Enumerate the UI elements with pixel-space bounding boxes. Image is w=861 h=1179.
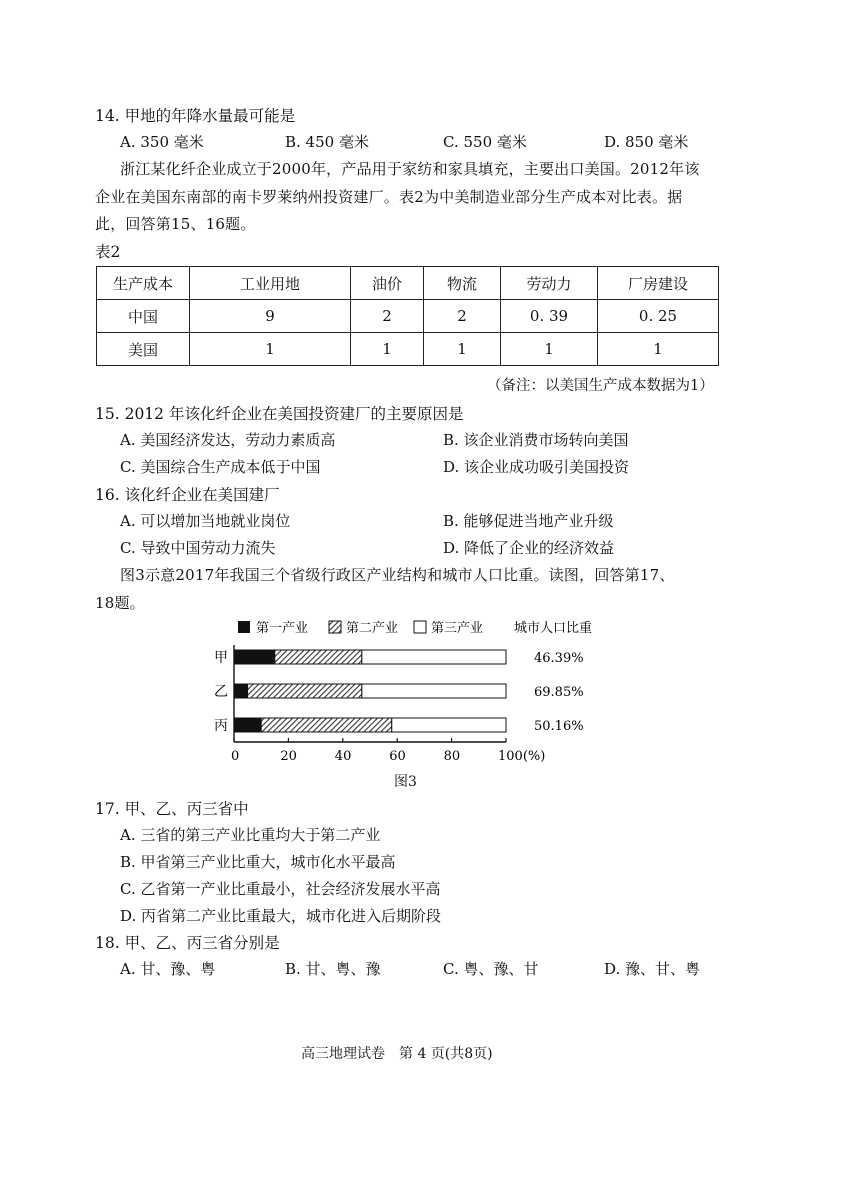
q16-option-d: D. 降低了企业的经济效益 bbox=[443, 539, 615, 557]
table-cell: 2 bbox=[424, 300, 501, 333]
table-cell: 9 bbox=[190, 300, 351, 333]
table-cell: 0. 25 bbox=[598, 300, 719, 333]
bar-segment bbox=[234, 650, 275, 664]
table-cell: 1 bbox=[501, 333, 598, 366]
urban-ratio-header: 城市人口比重 bbox=[514, 621, 593, 636]
q16-option-c: C. 导致中国劳动力流失 bbox=[120, 539, 276, 557]
figure3-caption: 图3 bbox=[394, 774, 417, 790]
table-cell: 0. 39 bbox=[501, 300, 598, 333]
table-header-cell: 工业用地 bbox=[190, 267, 351, 300]
q16-option-a: A. 可以增加当地就业岗位 bbox=[120, 512, 291, 530]
q15-option-b: B. 该企业消费市场转向美国 bbox=[443, 431, 629, 449]
table-cell: 美国 bbox=[97, 333, 190, 366]
urban-ratio-value: 69.85% bbox=[534, 685, 584, 700]
q15-option-a: A. 美国经济发达，劳动力素质高 bbox=[120, 431, 336, 449]
table-row bbox=[97, 333, 719, 366]
table-header-cell: 劳动力 bbox=[501, 267, 598, 300]
table-cell: 1 bbox=[598, 333, 719, 366]
intro1-line1: 浙江某化纤企业成立于2000年，产品用于家纺和家具填充，主要出口美国。2012年该 bbox=[120, 160, 700, 178]
q18-stem: 18. 甲、乙、丙三省分别是 bbox=[95, 934, 280, 952]
table-header-cell: 物流 bbox=[424, 267, 501, 300]
q15-stem: 15. 2012 年该化纤企业在美国投资建厂的主要原因是 bbox=[95, 405, 464, 423]
x-tick-label: 0 bbox=[231, 749, 240, 764]
table-cell: 2 bbox=[351, 300, 424, 333]
table-header-cell: 厂房建设 bbox=[598, 267, 719, 300]
table-header-cell: 油价 bbox=[351, 267, 424, 300]
q16-option-b: B. 能够促进当地产业升级 bbox=[443, 512, 614, 530]
table-header-row bbox=[97, 267, 719, 300]
bar-segment bbox=[362, 650, 506, 664]
q17-option-b: B. 甲省第三产业比重大，城市化水平最高 bbox=[120, 853, 396, 871]
q15-option-d: D. 该企业成功吸引美国投资 bbox=[443, 458, 630, 476]
x-tick-label: 80 bbox=[443, 749, 461, 764]
table2-caption: 表2 bbox=[95, 243, 121, 261]
table-header-cell: 生产成本 bbox=[97, 267, 190, 300]
x-tick-label: 100(%) bbox=[498, 749, 546, 764]
category-label: 乙 bbox=[214, 684, 228, 700]
table-cell: 1 bbox=[351, 333, 424, 366]
q17-option-a: A. 三省的第三产业比重均大于第二产业 bbox=[120, 826, 381, 844]
cost-table bbox=[96, 266, 719, 366]
q16-stem: 16. 该化纤企业在美国建厂 bbox=[95, 486, 280, 504]
table2-note: （备注：以美国生产成本数据为1） bbox=[487, 378, 714, 394]
bar-segment bbox=[275, 650, 362, 664]
bar-segment bbox=[234, 684, 248, 698]
bar-segment bbox=[261, 718, 392, 732]
x-tick-label: 40 bbox=[334, 749, 352, 764]
q18-option-d: D. 豫、甘、粤 bbox=[604, 960, 701, 978]
q15-option-c: C. 美国综合生产成本低于中国 bbox=[120, 458, 321, 476]
bar-segment bbox=[234, 718, 261, 732]
legend-label-first: 第一产业 bbox=[256, 621, 309, 636]
chart-legend bbox=[238, 620, 592, 636]
table-cell: 1 bbox=[190, 333, 351, 366]
legend-swatch-second bbox=[329, 621, 341, 633]
legend-label-third: 第三产业 bbox=[431, 621, 484, 636]
intro1-line2: 企业在美国东南部的南卡罗莱纳州投资建厂。表2为中美制造业部分生产成本对比表。据 bbox=[95, 188, 683, 206]
q17-option-c: C. 乙省第一产业比重最小，社会经济发展水平高 bbox=[120, 880, 441, 898]
q14-option-b: B. 450 毫米 bbox=[285, 133, 369, 151]
category-label: 甲 bbox=[214, 650, 228, 666]
q14-option-d: D. 850 毫米 bbox=[604, 133, 689, 151]
bar-segment bbox=[392, 718, 506, 732]
intro1-line3: 此，回答第15、16题。 bbox=[95, 215, 256, 233]
q18-option-b: B. 甘、粤、豫 bbox=[285, 960, 381, 978]
legend-label-second: 第二产业 bbox=[346, 621, 399, 636]
q14-stem: 14. 甲地的年降水量最可能是 bbox=[95, 107, 296, 125]
q14-option-c: C. 550 毫米 bbox=[443, 133, 527, 151]
bar-segment bbox=[248, 684, 362, 698]
legend-swatch-third bbox=[414, 621, 426, 633]
q17-stem: 17. 甲、乙、丙三省中 bbox=[95, 800, 249, 818]
intro2-line2: 18题。 bbox=[95, 594, 145, 612]
urban-ratio-value: 46.39% bbox=[534, 651, 584, 666]
category-label: 丙 bbox=[214, 718, 228, 734]
table-row bbox=[97, 300, 719, 333]
bar-segment bbox=[362, 684, 506, 698]
x-tick-label: 60 bbox=[389, 749, 406, 764]
q18-option-c: C. 粤、豫、甘 bbox=[443, 960, 539, 978]
table-cell: 1 bbox=[424, 333, 501, 366]
urban-ratio-value: 50.16% bbox=[534, 719, 584, 734]
page-footer: 高三地理试卷 第 4 页(共8页) bbox=[301, 1046, 493, 1062]
x-tick-label: 20 bbox=[280, 749, 297, 764]
legend-swatch-first bbox=[238, 621, 250, 633]
q17-option-d: D. 丙省第二产业比重最大，城市化进入后期阶段 bbox=[120, 907, 442, 925]
intro2-line1: 图3示意2017年我国三个省级行政区产业结构和城市人口比重。读图，回答第17、 bbox=[120, 566, 675, 584]
q18-option-a: A. 甘、豫、粤 bbox=[120, 960, 216, 978]
table-cell: 中国 bbox=[97, 300, 190, 333]
q14-option-a: A. 350 毫米 bbox=[120, 133, 204, 151]
